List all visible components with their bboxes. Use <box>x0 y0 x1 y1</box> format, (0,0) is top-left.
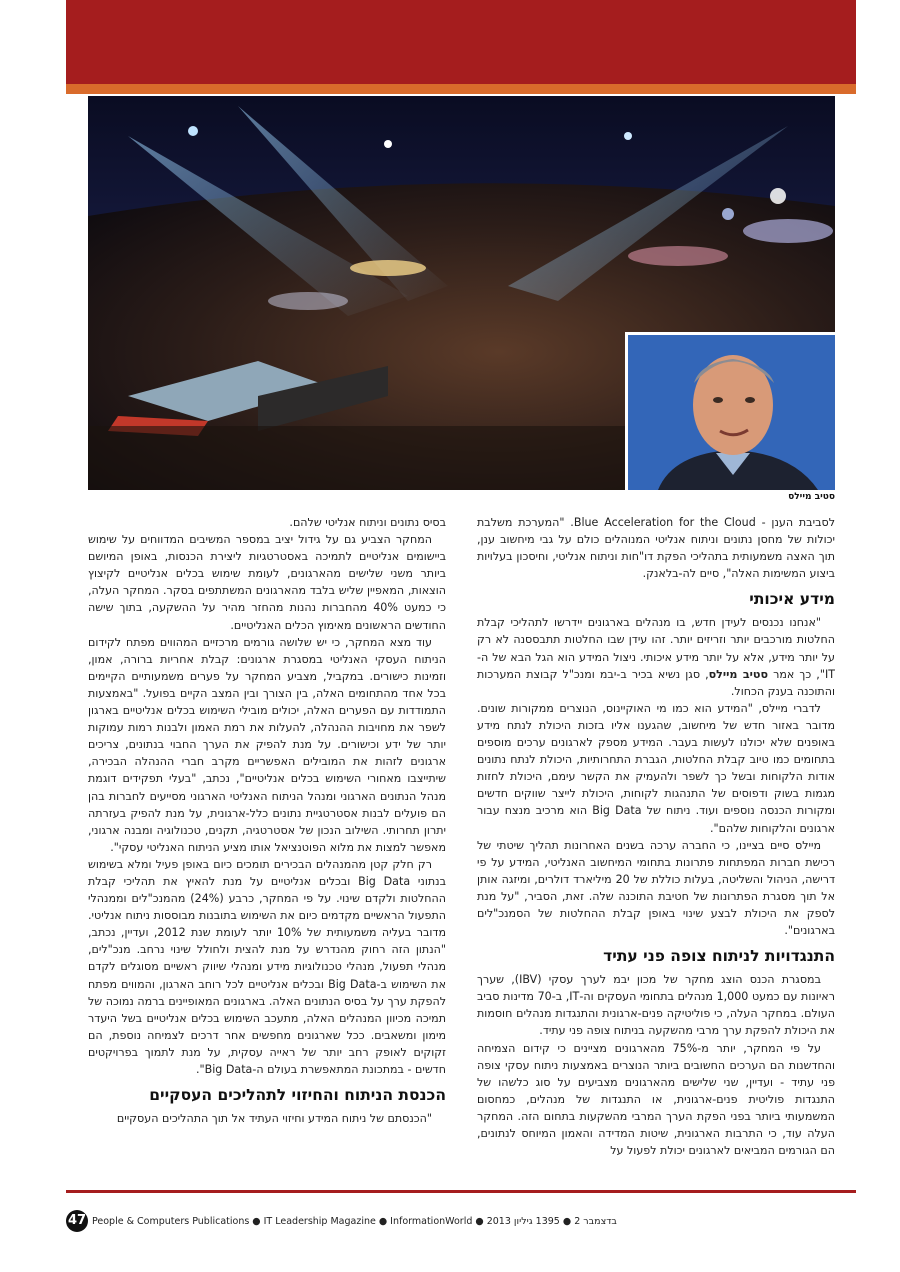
paragraph-text: "אנחנו נכנסים לעידן חדש, בו מנהלים בארגונים יידרשו לתהליכי קבלת החלטות מורכבים יותר וזריזים יותר. זהו עידן שבו החלטות תתבססנה לא רק על יותר מידע, אלא על יותר מידע איכותי. ניצול המידע הוא הגל הבא של ה-IT", כך אמר <box>477 616 835 681</box>
paragraph: לסביבת הענן - Blue Acceleration for the Cloud. "המערכת משלבת יכולות של מחסן נתונים וניתוח אנליטי המנוהלים כולם על גבי מיחשוב ענן, תוך האצה משמעותית בתהליכי הפקת דו"חות וניתוח אנליטי, וחיסכון בעלויות ביצוע המשימות האלה", סיים לה-בלאנק. <box>477 516 835 581</box>
header-stripe <box>66 84 856 94</box>
paragraph: "הכנסתם של ניתוח המידע וחיזוי העתיד אל תוך התהליכים העסקיים <box>116 1112 432 1126</box>
photo-caption: סטיב מיילס <box>788 492 835 502</box>
footer-rule <box>66 1190 856 1193</box>
paragraph: עוד מצא המחקר, כי יש שלושה גורמים מרכזיים המהווים מפתח לקידום הניתוח העסקי האנליטי במסגרת ארגונים: קבלת אחריות ברורה, אמון, וזמינות כישורים. במקביל, מצביע המחקר על פערים משמעותיים הקיימים בכל אחד מהתחומים האלה, בין הצורך ובין המצב הקיים בפועל. "באמצעות התמודדות עם הפערים האלה, יכולים מובילי השימוש בכלים אנליטיים בארגון לשפר את מחויבות ההנהלה, להעלות את רמת האמון ולבנות רמות עמוקות יותר של ידע וכישורים. על מנת להפיק את הערך החבוי בנתונים, צריכים ארגונים לזהות את המובילים האפשריים מקרב חברי ההנהלה הבכירה, שיתייצבו מאחורי השימוש בכלים אנליטיים", נכתב, "בעלי תפקידים דוגמת מנהל הנתונים הארגוני ומנהל הניתוח האנליטי הארגוני מסייעים לחברות בהן הם פועלים לבנות אסטרטגיית נתונים כלל-ארגונית, על מנת להפיק בעזרתה יתרון תחרותי. השילוב הנכון של אסטרטגיה, תקנים, טכנולוגיה ומבנה ארגוני, מאפשר למצות את מלוא הפוטנציאל אותו מציע הניתוח האנליטי עסקי". <box>88 635 446 854</box>
paragraph: על פי המחקר, יותר מ-75% מהארגונים מציינים כי קידום הצמיחה והחדשנות הם הערכים החשובים ביותר הנוצרים באמצעות ניתוח עסקי צופה פני עתיד - ועדיין, שני שלישים מהארגונים מצביעים על סוג כלשהו של התנגדות פוליטית פנים-ארגונית, או התנגדות של מנהלים, כמחסום המשמעותי ביותר בפני הפקת הערך המרבי מהשקעות בתחום הזה. המחקר העלה עוד, כי התרבות הארגונית, שיטות המדידה והאמון המיוחס לנתונים, הם הגורמים המביאים לארגונים יכולת לפעול על <box>477 1041 835 1158</box>
section-heading: מידע איכותי <box>749 590 835 609</box>
paragraph <box>477 614 835 699</box>
paragraph: המחקר הצביע גם על גידול יציב במספר המשיבים המדווחים על שימוש ביישומים אנליטיים לתמיכה באסטרטגיות ליצירת הכנסות, באופן המיושם ביותר משני שלישים מהארגונים, לעומת שימוש בכלים אנליטיים לקיצוץ הוצאות, המאפיין שליש בלבד מהארגונים המשתתפים בסקר. המחקר העלה, כי כמעט 40% מהחברות נהנות מהחזר מהיר על ההשקעה, בתוך שישה החודשים הראשונים מאימוץ הכלים האנליטיים. <box>88 533 446 632</box>
portrait-photo <box>625 332 835 490</box>
paragraph: לדברי מיילס, "המידע הוא כמו מי האוקיינוס, הנוצרים ממקורות שונים. מדובר באזור חדש של מיחשוב, שהגענו אליו בזכות היכולת לנתח מידע באופנים שלא יכולנו לעשות בעבר. המידע מספק לארגונים ערכים מוספים בתחומים כמו טיוב קבלת החלטות, הגברת התחרותיות, היכולת לנתח נתונים אודות הלקוחות ובשל כך לשפר ולהעמיק את הקשר עימם, היכולת לחזות מגמות בשוק ודפוסים של התנהגות לקוחות, היכולת לייצר שווקים חדשים ומקורות הכנסה נוספים ועוד. ניתוח של Big Data הוא מרכיב מנצח עבור ארגונים והלקוחות שלהם". <box>477 701 835 835</box>
paragraph: במסגרת הכנס הוצג מחקר של מכון יבמ לערך עסקי (IBV), שערך ראיונות עם כמעט 1,000 מנהלים בתחומי העסקים וה-IT, ב-70 מדינות סביב העולם. במחקר העלה, כי פוליטיקה פנים-ארגונית והתנגדות מנהלים חוסמות את היכולת להפקת ערך מרבי מהשקעה בניתוח צופה פני עתיד. <box>477 973 835 1038</box>
paragraph: רק חלק קטן מהמנהלים הבכירים תומכים כיום באופן פעיל ומלא בשימוש בנתוני Big Data ובכלים אנליטיים על מנת להאיץ את תהליכי קבלת ההחלטות ולקדם שינוי. על פי המחקר, כרבע (24%) מהמנכ"לים וממנהלי התפעול הראשיים מקדמים כיום את השימוש בתובנות מבוססות ניתוח אנליטי. מדובר בעליה משמעותית של 10% יותר לעומת שנת 2012, ועדיין, נכתב, "הנתון הזה רחוק מהנדרש על מנת להצית ולחולל שינוי נרחב. מנכ"לים, מנהלי תפעול, מנהלי טכנולוגיות מידע ומנהלי שיווק ראשיים מסוגלים לקדם את השימוש ב-Big Data ובכלים אנליטיים לכל רוחב הארגון, והמווים מפתח להפקת ערך על בסיס הנתונים האלה. בארגונים המאופיינים ברמה נמוכה של תמיכה מכיוון המנהלים האלה, מתעכב השימוש בכלים אנליטיים בשל היעדר מימון ומשאבים. ככל שארגונים מחפשים אחר דרכים לצמיחה נוספת, הם זקוקים לאופק רחב יותר של ראייה עסקית, על מנת לתמוך בפרויקטים חדשים - במתכונת המתאפשרת בעולם ה-Big Data". <box>88 857 446 1076</box>
article-column-left <box>88 514 446 1178</box>
footer-publication-line: People & Computers Publications ● IT Leadership Magazine ● InformationWorld ● 2013 בדצמבר 2 ● 1395 גיליון <box>92 1216 617 1227</box>
paragraph-text: , סגן נשיא בכיר ב-יבמ ומנכ"ל קבוצת המערכות והתוכנה בענק הכחול. <box>477 667 835 698</box>
person-name: סטיב מיילס <box>708 667 768 681</box>
section-heading: התנגדויות לניתוח צופה פני עתיד <box>603 947 835 966</box>
paragraph: בסיס נתונים וניתוח אנליטי שלהם. <box>289 516 446 529</box>
page-number: 47 <box>66 1210 88 1232</box>
section-heading: הכנסת הניתוח והחיזוי לתהליכים העסקיים <box>149 1086 446 1105</box>
page-footer <box>66 1210 856 1234</box>
paragraph: מיילס סיים בציינו, כי החברה ערכה בשנים האחרונות תהליך שיטתי של רכישת חברות המפתחות פתרונות בתחומי המיחשוב האנליטי, המידע על פי דרישה, הניהול והשליטה, בעלות כוללת של 20 מיליארד דולרים, ומיזגה אותן אל תוך מסגרת הפתרונות של חטיבת התוכנה שלה. זאת, הסביר, "על מנת לספק את היכולת לבצע שינוי באופן קבלת ההחלטות של הסמנכ"לים בארגונים". <box>477 838 835 938</box>
article-column-right <box>477 514 835 1178</box>
header-bar <box>66 0 856 84</box>
